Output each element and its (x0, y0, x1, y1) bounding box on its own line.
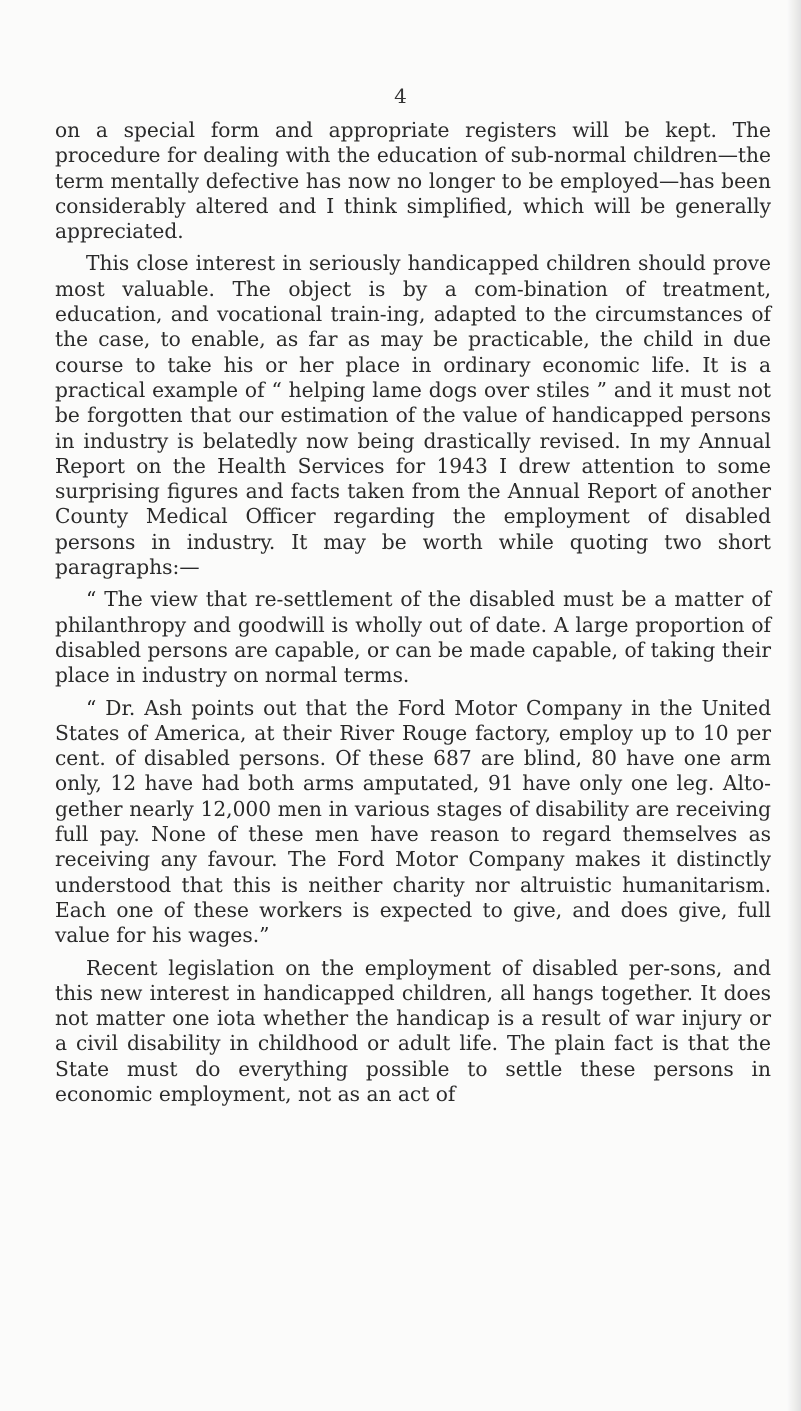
paragraph-continuation: on a special form and appropriate registers will be kept. The procedure for dealing with the education of sub-normal children—the term mentally defective has now no longer to be employed—has been considerably altered and I think simplified, which will be generally appreciated. (55, 118, 771, 244)
quote-paragraph-resettlement: “ The view that re-settlement of the disabled must be a matter of philanthropy and goodwill is wholly out of date. A large proportion of disabled persons are capable, or can be made capable, of taking their place in industry on normal terms. (55, 587, 771, 688)
quote-paragraph-ford-motor: “ Dr. Ash points out that the Ford Motor Company in the United States of America, at their River Rouge factory, employ up to 10 per cent. of disabled persons. Of these 687 are blind, 80 have one arm only, 12 have had both arms amputated, 91 have only one leg. Alto-gether nearly 12,000 men in various stages of disability are receiving full pay. None of these men have reason to regard themselves as receiving any favour. The Ford Motor Company makes it distinctly understood that this is neither charity nor altruistic humanitarism. Each one of these workers is expected to give, and does give, full value for his wages.” (55, 695, 771, 948)
body-text (55, 118, 771, 1107)
paragraph-recent-legislation: Recent legislation on the employment of disabled per-sons, and this new interest in handicapped children, all hangs together. It does not matter one iota whether the handicap is a result of war injury or a civil disability in childhood or adult life. The plain fact is that the State must do everything possible to settle these persons in economic employment, not as an act of (55, 955, 771, 1106)
page-edge-shadow (787, 0, 801, 1411)
paragraph-handicapped-children: This close interest in seriously handicapped children should prove most valuable. The object is by a com-bination of treatment, education, and vocational train-ing, adapted to the circumstances of the case, to enable, as far as may be practicable, the child in due course to take his or her place in ordinary economic life. It is a practical example of “ helping lame dogs over stiles ” and it must not be forgotten that our estimation of the value of handicapped persons in industry is belatedly now being drastically revised. In my Annual Report on the Health Services for 1943 I drew attention to some surprising figures and facts taken from the Annual Report of another County Medical Officer regarding the employment of disabled persons in industry. It may be worth while quoting two short paragraphs:— (55, 251, 771, 580)
page-number: 4 (394, 84, 407, 108)
